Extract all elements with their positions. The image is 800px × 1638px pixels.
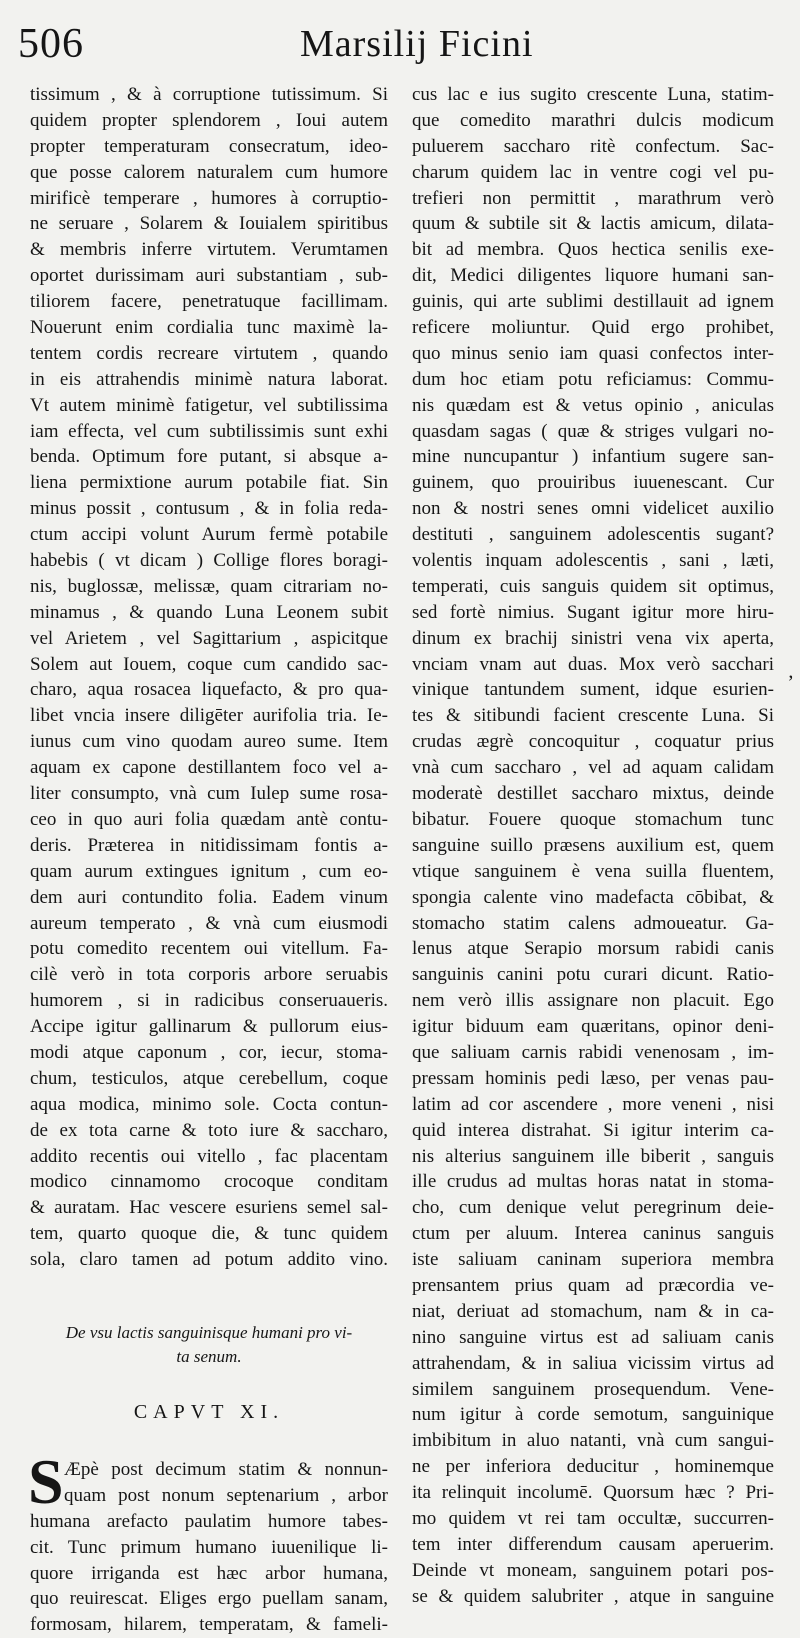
text-line: sola, claro tamen ad potum addito vino. [30, 1249, 388, 1271]
text-line: quam post nonum septenarium , arbor [64, 1484, 388, 1506]
text-line: iste saliuam caninam superiora membra [412, 1249, 774, 1271]
text-line: cho, cum denique velut peregrinum deie- [412, 1197, 774, 1219]
chapter-opening-paragraph [28, 1445, 388, 1638]
text-line: in eis attrahendis minimè natura laborat. [30, 368, 388, 390]
page-number: 506 [18, 21, 84, 67]
drop-cap: S [28, 1445, 64, 1517]
text-line: habebis ( vt dicam ) Collige flores boragi- [30, 550, 388, 572]
text-line: bibatur. Fouere quoque stomachum tunc [412, 808, 774, 830]
text-line: quo reuirescat. Eliges ergo puellam sanam, [30, 1588, 388, 1610]
text-line: latim ad cor ascendere , more veneni , nisi [412, 1093, 774, 1115]
text-line: stomacho statim calens admoueatur. Ga- [412, 912, 774, 934]
text-line: Vt autem minimè fatigetur, vel subtilissima [30, 394, 388, 416]
text-line: charo, aqua rosacea liquefacto, & pro qua- [30, 679, 388, 701]
text-line: minamus , & quando Luna Leonem subit [30, 601, 388, 623]
text-line: niat, deriuat ad stomachum, nam & in ca- [412, 1300, 774, 1322]
right-column [412, 82, 774, 1610]
text-line: ille crudus ad multas horas natat in stoma- [412, 1171, 774, 1193]
text-line: ctum accipi volunt Aurum fermè potabile [30, 524, 388, 546]
text-line: benda. Optimum fore putant, si absque a- [30, 446, 388, 468]
text-line: quasdam sagas ( quæ & striges vulgari no- [412, 420, 774, 442]
text-line: modi atque caponum , cor, iecur, stoma- [30, 1041, 388, 1063]
text-line: attrahendam, & in saliua vicissim virtus ad [412, 1352, 774, 1374]
text-line: tem, quarto quoque die, & tunc quidem [30, 1223, 388, 1245]
text-line: moderatè destillet saccharo mixtus, deinde [412, 783, 774, 805]
text-line: num igitur à corde semotum, sanguinique [412, 1404, 774, 1426]
text-line: Solem aut Iouem, coque cum candido sac- [30, 653, 388, 675]
text-line: Accipe igitur gallinarum & pullorum eius- [30, 1016, 388, 1038]
text-line: que comedito marathri dulcis modicum [412, 109, 774, 131]
text-line: dit, Medici diligentes liquore humani san- [412, 265, 774, 287]
text-line: addito recentis oui vitello , fac placentam [30, 1145, 388, 1167]
text-line: sanguine suillo præsens auxilium est, quem [412, 834, 774, 856]
running-title: Marsilij Ficini [300, 23, 534, 65]
text-line: humorem , si in radicibus conseruaueris. [30, 990, 388, 1012]
text-line: quidem propter splendorem , Ioui autem [30, 109, 388, 131]
text-line: de ex tota carne & toto iure & saccharo, [30, 1119, 388, 1141]
chapter-heading-continued: ta senum. [176, 1346, 242, 1366]
text-line: tem inter differendum causam aperuerim. [412, 1533, 774, 1555]
chapter-label: CAPVT XI. [133, 1400, 285, 1423]
text-line: oportet durissimam auri substantiam , sub- [30, 265, 388, 287]
text-line: tiliorem facere, penetratuque facillimam. [30, 291, 388, 313]
text-line: liena permixtione aurum potabile fiat. Sin [30, 472, 388, 494]
text-line: vnciam vnam aut duas. Mox verò sacchari [412, 653, 774, 675]
text-line: reficere moliuntur. Quid ergo prohibet, [412, 317, 774, 339]
text-line: vnà cum saccharo , vel ad aquam calidam [412, 757, 774, 779]
text-line: Deinde vt moneam, sanguinem potari pos- [412, 1559, 774, 1581]
chapter-heading: De vsu lactis sanguinisque humani pro vi- [65, 1322, 353, 1342]
text-line: deris. Præterea in nitidissimam fontis a- [30, 834, 388, 856]
left-column [30, 82, 388, 1638]
text-line: modico cinnamomo crocoque conditam [30, 1171, 388, 1193]
text-line: charum quidem lac in ventre cogi vel pu- [412, 161, 774, 183]
text-line: ne per inferiora deducitur , hominemque [412, 1456, 774, 1478]
text-line: nis, buglossæ, melissæ, quam citrariam no- [30, 575, 388, 597]
text-line: sanguinis canini potu curari dicunt. Ratio- [412, 964, 774, 986]
text-line: bit ad membra. Quos hectica senilis exe- [412, 239, 774, 261]
text-line: nem verò illis assignare non placuit. Ego [412, 990, 774, 1012]
text-line: tissimum , & à corruptione tutissimum. Si [30, 84, 388, 105]
text-line: nis quædam est & vetus opinio , aniculas [412, 394, 774, 416]
text-line: Æpè post decimum statim & nonnun- [64, 1458, 388, 1480]
text-line: humana arefacto paulatim humore tabes- [30, 1510, 388, 1532]
text-line: similem sanguinem prosequendum. Vene- [412, 1378, 774, 1400]
text-line: que posse calorem naturalem cum humore [30, 161, 388, 183]
text-line: nis alterius sanguinem ille biberit , sanguis [412, 1145, 774, 1167]
text-line: iunus cum vino quodam aureo sume. Item [30, 731, 388, 753]
text-line: quo minus senio iam quasi confectos inter- [412, 342, 774, 364]
text-line: pressam hominis pedi læso, per venas pau- [412, 1067, 774, 1089]
text-line: mo quidem vt rei tam occultæ, succurren- [412, 1507, 774, 1529]
text-line: dinum ex brachij sinistri vena vix aperta, [412, 627, 774, 649]
text-line: vel Arietem , vel Sagittarium , aspicitque [30, 627, 388, 649]
text-line: ne seruare , Solarem & Iouialem spiritibus [30, 213, 388, 235]
text-line: tes & sitibundi facient crescente Luna. Si [412, 705, 774, 727]
text-line: guinem, quo prouiribus iuuenescant. Cur [412, 472, 774, 494]
text-line: se & quidem salubriter , atque in sanguine [412, 1585, 774, 1607]
text-line: guinis, qui arte sublimi destillauit ad ignem [412, 291, 774, 313]
text-line: quore irriganda est hæc arbor humana, [30, 1562, 388, 1584]
text-line: vinique tantundem sument, idque esurien- [412, 679, 774, 701]
text-line: lenus atque Serapio morsum rabidi canis [412, 938, 774, 960]
text-line: destituti , sanguinem adolescentis sugant? [412, 524, 774, 546]
text-line: & membris inferre virtutem. Verumtamen [30, 239, 388, 261]
text-line: ita relinquit incolumē. Quorsum hæc ? Pri- [412, 1482, 774, 1504]
text-line: chum, testiculos, atque cerebellum, coque [30, 1067, 388, 1089]
text-line: igitur biduum eam quæritans, opinor deni- [412, 1016, 774, 1038]
text-line: cit. Tunc primum humano iuuenilique li- [30, 1536, 388, 1558]
text-line: aqua modica, minimo sole. Cocta contun- [30, 1093, 388, 1115]
text-line: aureum temperato , & vnà cum eiusmodi [30, 912, 388, 934]
text-line: liter consumpto, vnà cum Iulep sume rosa- [30, 783, 388, 805]
text-line: mine nuncupantur ) infantium sugere san- [412, 446, 774, 468]
text-line: volentis inquam adolescentis , sani , læti, [412, 550, 774, 572]
text-line: quum & subtile sit & lactis amicum, dilata- [412, 213, 774, 235]
text-line: & auratam. Hac vescere esuriens semel sal- [30, 1197, 388, 1219]
text-line: sed fortè nimius. Sugant igitur more hiru- [412, 601, 774, 623]
text-line: mirificè temperare , humores à corruptio- [30, 187, 388, 209]
text-line: dum hoc etiam potu reficiamus: Commu- [412, 368, 774, 390]
text-line: quam aurum extingues ignitum , cum eo- [30, 860, 388, 882]
right-column-text [412, 82, 774, 1610]
text-line: vtique sanguinem è vena suilla fluentem, [412, 860, 774, 882]
text-line: prensantem prius quam ad præcordia ve- [412, 1274, 774, 1296]
text-line: quid interea distrahat. Si igitur interim ca- [412, 1119, 774, 1141]
text-line: ctum per aluum. Interea caninus sanguis [412, 1223, 774, 1245]
text-line: libet vncia insere diligēter aurifolia tria. Ie- [30, 705, 388, 727]
text-line: crudas ægrè concoquitur , coquatur prius [412, 731, 774, 753]
text-line: dem auri contundito folia. Eadem vinum [30, 886, 388, 908]
text-line: nino sanguine virtus est ad saliuam canis [412, 1326, 774, 1348]
text-line: temperati, cuis sanguis quidem sit optimus, [412, 575, 774, 597]
text-line: minus possit , contusum , & in folia reda- [30, 498, 388, 520]
text-line: non & nostri senes omni videlicet auxilio [412, 498, 774, 520]
text-line: puluerem saccharo ritè confectum. Sac- [412, 135, 774, 157]
left-column-text [30, 82, 388, 1273]
text-line: tentem cordis recreare virtutem , quando [30, 342, 388, 364]
text-line: potu comedito recentem oui vitellum. Fa- [30, 938, 388, 960]
margin-mark: ʼ [787, 672, 794, 694]
text-line: aquam ex capone destillantem foco vel a- [30, 757, 388, 779]
text-line: imbibitum in aluo natanti, vnà cum sangui- [412, 1430, 774, 1452]
text-line: ceo in quo auri folia quædam antè contu- [30, 808, 388, 830]
text-line: cus lac e ius sugito crescente Luna, statim- [412, 84, 774, 105]
text-line: trefieri non permittit , marathrum verò [412, 187, 774, 209]
text-line: propter temperaturam consecratum, ideo- [30, 135, 388, 157]
text-line: iam effecta, vel cum subtilissimis sunt exhi [30, 420, 388, 442]
text-line: spongia calente vino madefacta cōbibat, & [412, 886, 774, 908]
text-line: cilè verò in tota corporis arbore seruabis [30, 964, 388, 986]
text-line: formosam, hilarem, temperatam, & fameli- [30, 1614, 388, 1636]
text-line: Nouerunt enim cordialia tunc maximè la- [30, 317, 388, 339]
text-line: que saliuam carnis rabidi venenosam , im- [412, 1041, 774, 1063]
